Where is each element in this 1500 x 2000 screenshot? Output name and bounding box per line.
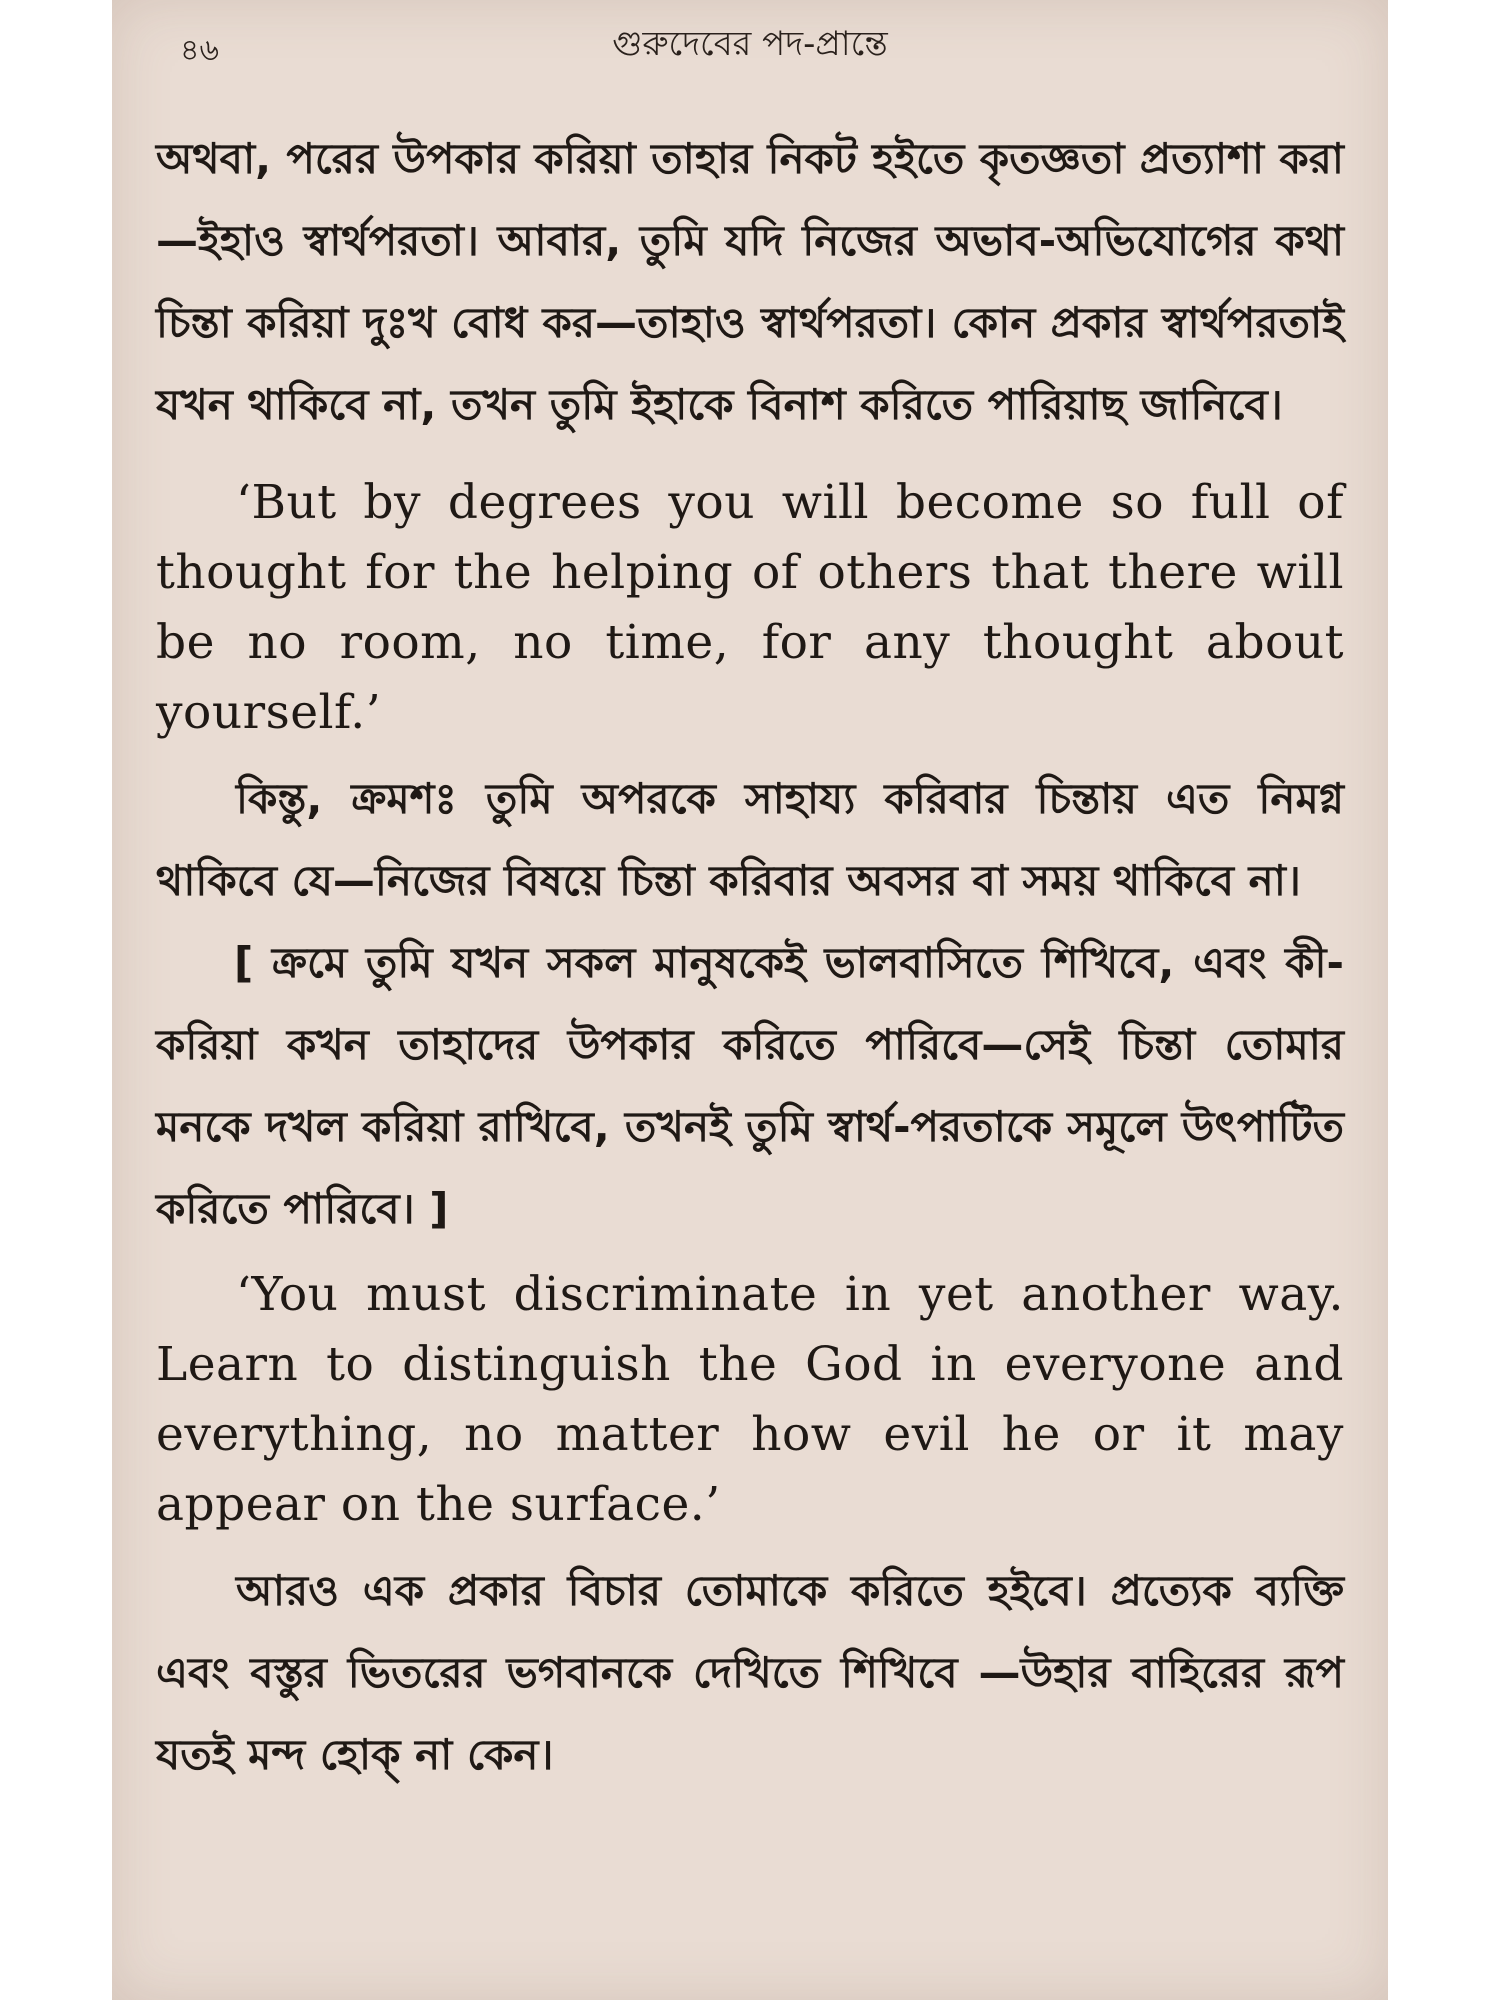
paragraph-bengali-bracketed-note: [ ক্রমে তুমি যখন সকল মানুষকেই ভালবাসিতে শিখিবে, এবং কী-করিয়া কখন তাহাদের উপকার করিতে পারিবে—সেই চিন্তা তোমার মনকে দখল করিয়া রাখিবে, তখনই তুমি স্বার্থ-পরতাকে সমূলে উৎপাটিত করিতে পারিবে। ] [156,938,1344,1233]
paragraph-bengali-2: কিন্তু, ক্রমশঃ তুমি অপরকে সাহায্য করিবার চিন্তায় এত নিমগ্ন থাকিবে যে—নিজের বিষয়ে চিন্তা করিবার অবসর বা সময় থাকিবে না। [156,774,1344,905]
page-number: ৪৬ [180,33,219,68]
page-body [156,118,1344,1796]
paragraph-english-2: ‘You must discriminate in yet another way. Learn to distinguish the God in everyone and everything, no matter how evil he or it may appear on the surface.’ [156,1267,1344,1532]
page-header [112,18,1388,68]
paragraph-bengali-1: অথবা, পরের উপকার করিয়া তাহার নিকট হইতে কৃতজ্ঞতা প্রত্যাশা করা—ইহাও স্বার্থপরতা। আবার, তুমি যদি নিজের অভাব-অভিযোগের কথা চিন্তা করিয়া দুঃখ বোধ কর—তাহাও স্বার্থপরতা। কোন প্রকার স্বার্থপরতাই যখন থাকিবে না, তখন তুমি ইহাকে বিনাশ করিতে পারিয়াছ জানিবে। [156,134,1344,429]
running-title: গুরুদেবের পদ-প্রান্তে [612,24,888,64]
paragraph-english-1: ‘But by degrees you will become so full of thought for the helping of others that there will be no room, no time, for any thought about yourself.’ [156,475,1344,740]
book-page [112,0,1388,2000]
paragraph-bengali-3: আরও এক প্রকার বিচার তোমাকে করিতে হইবে। প্রত্যেক ব্যক্তি এবং বস্তুর ভিতরের ভগবানকে দেখিতে শিখিবে —উহার বাহিরের রূপ যতই মন্দ হোক্ না কেন। [156,1566,1344,1779]
